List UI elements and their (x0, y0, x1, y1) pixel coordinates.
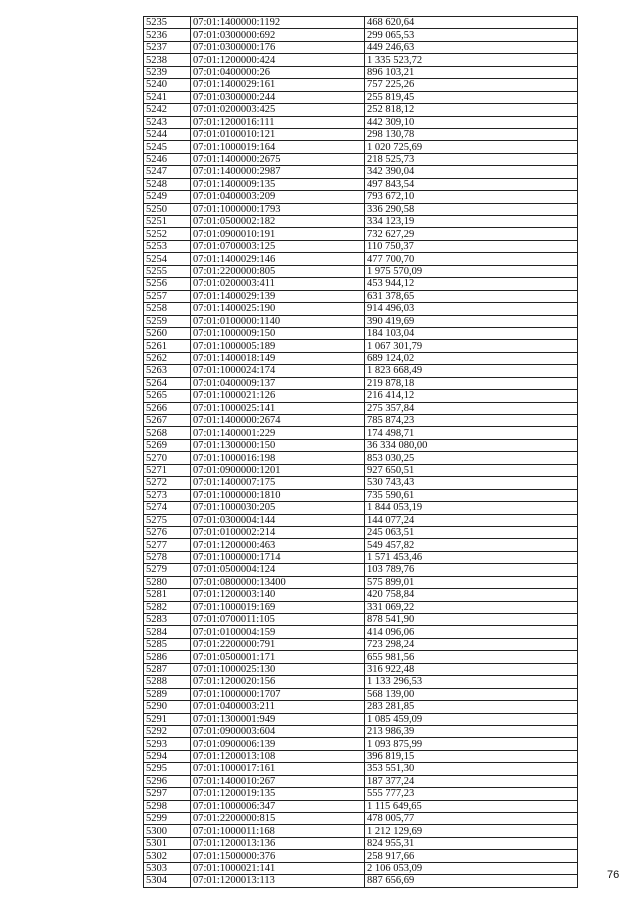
table-row (144, 526, 578, 538)
row-number-cell: 5295 (144, 763, 191, 775)
value-cell: 453 944,12 (365, 278, 578, 290)
row-number-cell: 5244 (144, 128, 191, 140)
row-number-cell: 5266 (144, 402, 191, 414)
value-cell: 336 290,58 (365, 203, 578, 215)
cadastral-number-cell: 07:01:1000019:164 (191, 141, 365, 153)
value-cell: 2 106 053,09 (365, 862, 578, 874)
cadastral-number-cell: 07:01:1200013:113 (191, 875, 365, 887)
value-cell: 144 077,24 (365, 514, 578, 526)
cadastral-number-cell: 07:01:0900000:1201 (191, 464, 365, 476)
row-number-cell: 5283 (144, 614, 191, 626)
row-number-cell: 5275 (144, 514, 191, 526)
row-number-cell: 5252 (144, 228, 191, 240)
value-cell: 1 844 053,19 (365, 502, 578, 514)
cadastral-number-cell: 07:01:1200000:463 (191, 539, 365, 551)
table-row (144, 614, 578, 626)
cadastral-number-cell: 07:01:1000021:141 (191, 862, 365, 874)
cadastral-number-cell: 07:01:1000011:168 (191, 825, 365, 837)
cadastral-number-cell: 07:01:1500000:376 (191, 850, 365, 862)
table-row (144, 54, 578, 66)
row-number-cell: 5293 (144, 738, 191, 750)
cadastral-number-cell: 07:01:0900010:191 (191, 228, 365, 240)
cadastral-number-cell: 07:01:1400025:190 (191, 303, 365, 315)
table-row (144, 862, 578, 874)
value-cell: 1 133 296,53 (365, 676, 578, 688)
value-cell: 1 975 570,09 (365, 265, 578, 277)
row-number-cell: 5268 (144, 427, 191, 439)
row-number-cell: 5248 (144, 178, 191, 190)
table-row (144, 551, 578, 563)
cadastral-number-cell: 07:01:1400000:2675 (191, 153, 365, 165)
cadastral-number-cell: 07:01:1400000:2674 (191, 415, 365, 427)
row-number-cell: 5239 (144, 66, 191, 78)
row-number-cell: 5286 (144, 651, 191, 663)
row-number-cell: 5257 (144, 290, 191, 302)
cadastral-number-cell: 07:01:2200000:815 (191, 813, 365, 825)
value-cell: 396 819,15 (365, 750, 578, 762)
row-number-cell: 5285 (144, 638, 191, 650)
table-row (144, 701, 578, 713)
table-row (144, 713, 578, 725)
cadastral-number-cell: 07:01:0500004:124 (191, 564, 365, 576)
table-row (144, 17, 578, 29)
value-cell: 575 899,01 (365, 576, 578, 588)
value-cell: 245 063,51 (365, 526, 578, 538)
value-cell: 757 225,26 (365, 79, 578, 91)
table-body (144, 17, 578, 888)
cadastral-number-cell: 07:01:0400009:137 (191, 377, 365, 389)
row-number-cell: 5289 (144, 688, 191, 700)
cadastral-number-cell: 07:01:1400010:267 (191, 775, 365, 787)
row-number-cell: 5261 (144, 340, 191, 352)
value-cell: 299 065,53 (365, 29, 578, 41)
table-row (144, 340, 578, 352)
cadastral-number-cell: 07:01:1400029:146 (191, 253, 365, 265)
value-cell: 334 123,19 (365, 216, 578, 228)
cadastral-number-cell: 07:01:1000000:1793 (191, 203, 365, 215)
value-cell: 298 130,78 (365, 128, 578, 140)
table-row (144, 415, 578, 427)
value-cell: 887 656,69 (365, 875, 578, 887)
value-cell: 914 496,03 (365, 303, 578, 315)
row-number-cell: 5296 (144, 775, 191, 787)
cadastral-number-cell: 07:01:1000025:130 (191, 663, 365, 675)
table-row (144, 514, 578, 526)
value-cell: 927 650,51 (365, 464, 578, 476)
table-row (144, 763, 578, 775)
cadastral-number-cell: 07:01:1000025:141 (191, 402, 365, 414)
cadastral-number-cell: 07:01:1200019:135 (191, 788, 365, 800)
table-row (144, 365, 578, 377)
value-cell: 218 525,73 (365, 153, 578, 165)
table-row (144, 626, 578, 638)
row-number-cell: 5240 (144, 79, 191, 91)
cadastral-number-cell: 07:01:1400009:135 (191, 178, 365, 190)
row-number-cell: 5290 (144, 701, 191, 713)
cadastral-number-cell: 07:01:0300000:692 (191, 29, 365, 41)
cadastral-number-cell: 07:01:0500002:182 (191, 216, 365, 228)
row-number-cell: 5291 (144, 713, 191, 725)
row-number-cell: 5263 (144, 365, 191, 377)
table-row (144, 539, 578, 551)
row-number-cell: 5269 (144, 439, 191, 451)
cadastral-number-cell: 07:01:1000000:1707 (191, 688, 365, 700)
value-cell: 1 093 875,99 (365, 738, 578, 750)
table-row (144, 651, 578, 663)
table-row (144, 141, 578, 153)
cadastral-number-cell: 07:01:1000000:1714 (191, 551, 365, 563)
table-row (144, 464, 578, 476)
value-cell: 732 627,29 (365, 228, 578, 240)
value-cell: 213 986,39 (365, 725, 578, 737)
cadastral-number-cell: 07:01:0300000:244 (191, 91, 365, 103)
cadastral-number-cell: 07:01:1000000:1810 (191, 489, 365, 501)
value-cell: 853 030,25 (365, 452, 578, 464)
table-row (144, 66, 578, 78)
table-row (144, 265, 578, 277)
row-number-cell: 5249 (144, 191, 191, 203)
table-row (144, 377, 578, 389)
row-number-cell: 5292 (144, 725, 191, 737)
value-cell: 283 281,85 (365, 701, 578, 713)
value-cell: 1 067 301,79 (365, 340, 578, 352)
table-row (144, 452, 578, 464)
row-number-cell: 5284 (144, 626, 191, 638)
row-number-cell: 5243 (144, 116, 191, 128)
table-row (144, 439, 578, 451)
table-row (144, 502, 578, 514)
table-row (144, 41, 578, 53)
row-number-cell: 5304 (144, 875, 191, 887)
value-cell: 353 551,30 (365, 763, 578, 775)
table-row (144, 315, 578, 327)
row-number-cell: 5280 (144, 576, 191, 588)
value-cell: 793 672,10 (365, 191, 578, 203)
table-row (144, 800, 578, 812)
row-number-cell: 5260 (144, 327, 191, 339)
table-row (144, 576, 578, 588)
cadastral-number-cell: 07:01:0700003:125 (191, 240, 365, 252)
value-cell: 723 298,24 (365, 638, 578, 650)
value-cell: 252 818,12 (365, 104, 578, 116)
value-cell: 1 823 668,49 (365, 365, 578, 377)
page-number: 76 (607, 869, 620, 881)
cadastral-number-cell: 07:01:1000005:189 (191, 340, 365, 352)
table-row (144, 477, 578, 489)
table-row (144, 178, 578, 190)
value-cell: 1 335 523,72 (365, 54, 578, 66)
cadastral-number-cell: 07:01:1200013:108 (191, 750, 365, 762)
value-cell: 631 378,65 (365, 290, 578, 302)
row-number-cell: 5273 (144, 489, 191, 501)
cadastral-number-cell: 07:01:1000006:347 (191, 800, 365, 812)
table-row (144, 290, 578, 302)
value-cell: 258 917,66 (365, 850, 578, 862)
value-cell: 497 843,54 (365, 178, 578, 190)
row-number-cell: 5276 (144, 526, 191, 538)
table-row (144, 128, 578, 140)
cadastral-number-cell: 07:01:0400000:26 (191, 66, 365, 78)
cadastral-number-cell: 07:01:1400007:175 (191, 477, 365, 489)
value-cell: 449 246,63 (365, 41, 578, 53)
cadastral-number-cell: 07:01:1400000:1192 (191, 17, 365, 29)
value-cell: 530 743,43 (365, 477, 578, 489)
table-row (144, 228, 578, 240)
table-row (144, 875, 578, 887)
row-number-cell: 5303 (144, 862, 191, 874)
row-number-cell: 5236 (144, 29, 191, 41)
row-number-cell: 5256 (144, 278, 191, 290)
cadastral-number-cell: 07:01:1200000:424 (191, 54, 365, 66)
value-cell: 275 357,84 (365, 402, 578, 414)
table-row (144, 638, 578, 650)
cadastral-number-cell: 07:01:0100002:214 (191, 526, 365, 538)
table-row (144, 837, 578, 849)
row-number-cell: 5259 (144, 315, 191, 327)
value-cell: 1 571 453,46 (365, 551, 578, 563)
table-row (144, 390, 578, 402)
cadastral-number-cell: 07:01:1200013:136 (191, 837, 365, 849)
table-row (144, 775, 578, 787)
value-cell: 110 750,37 (365, 240, 578, 252)
row-number-cell: 5241 (144, 91, 191, 103)
cadastral-number-cell: 07:01:0500001:171 (191, 651, 365, 663)
cadastral-number-cell: 07:01:2200000:805 (191, 265, 365, 277)
cadastral-number-cell: 07:01:0300004:144 (191, 514, 365, 526)
row-number-cell: 5255 (144, 265, 191, 277)
value-cell: 468 620,64 (365, 17, 578, 29)
value-cell: 420 758,84 (365, 589, 578, 601)
row-number-cell: 5302 (144, 850, 191, 862)
cadastral-number-cell: 07:01:1000030:205 (191, 502, 365, 514)
value-cell: 689 124,02 (365, 352, 578, 364)
value-cell: 1 212 129,69 (365, 825, 578, 837)
value-cell: 331 069,22 (365, 601, 578, 613)
cadastral-number-cell: 07:01:0100000:1140 (191, 315, 365, 327)
cadastral-number-cell: 07:01:1000009:150 (191, 327, 365, 339)
table-row (144, 352, 578, 364)
value-cell: 878 541,90 (365, 614, 578, 626)
table-row (144, 153, 578, 165)
data-table (143, 16, 578, 888)
cadastral-number-cell: 07:01:1300001:949 (191, 713, 365, 725)
value-cell: 478 005,77 (365, 813, 578, 825)
cadastral-number-cell: 07:01:1300000:150 (191, 439, 365, 451)
value-cell: 655 981,56 (365, 651, 578, 663)
value-cell: 342 390,04 (365, 166, 578, 178)
table-row (144, 191, 578, 203)
cadastral-number-cell: 07:01:1200003:140 (191, 589, 365, 601)
cadastral-number-cell: 07:01:0100010:121 (191, 128, 365, 140)
table-row (144, 850, 578, 862)
cadastral-number-cell: 07:01:2200000:791 (191, 638, 365, 650)
value-cell: 184 103,04 (365, 327, 578, 339)
cadastral-number-cell: 07:01:1000024:174 (191, 365, 365, 377)
table-row (144, 91, 578, 103)
row-number-cell: 5294 (144, 750, 191, 762)
value-cell: 549 457,82 (365, 539, 578, 551)
cadastral-number-cell: 07:01:1200020:156 (191, 676, 365, 688)
row-number-cell: 5258 (144, 303, 191, 315)
value-cell: 568 139,00 (365, 688, 578, 700)
cadastral-number-cell: 07:01:1000017:161 (191, 763, 365, 775)
row-number-cell: 5298 (144, 800, 191, 812)
table-row (144, 166, 578, 178)
row-number-cell: 5300 (144, 825, 191, 837)
cadastral-number-cell: 07:01:0800000:13400 (191, 576, 365, 588)
cadastral-number-cell: 07:01:1000019:169 (191, 601, 365, 613)
cadastral-number-cell: 07:01:0400003:211 (191, 701, 365, 713)
table-row (144, 116, 578, 128)
table-row (144, 725, 578, 737)
row-number-cell: 5282 (144, 601, 191, 613)
value-cell: 255 819,45 (365, 91, 578, 103)
table-row (144, 104, 578, 116)
value-cell: 896 103,21 (365, 66, 578, 78)
value-cell: 477 700,70 (365, 253, 578, 265)
table-row (144, 825, 578, 837)
value-cell: 36 334 080,00 (365, 439, 578, 451)
table-row (144, 253, 578, 265)
table-row (144, 278, 578, 290)
value-cell: 103 789,76 (365, 564, 578, 576)
table-row (144, 750, 578, 762)
row-number-cell: 5299 (144, 813, 191, 825)
table-row (144, 688, 578, 700)
value-cell: 1 085 459,09 (365, 713, 578, 725)
cadastral-number-cell: 07:01:0900003:604 (191, 725, 365, 737)
cadastral-number-cell: 07:01:1000021:126 (191, 390, 365, 402)
value-cell: 1 020 725,69 (365, 141, 578, 153)
row-number-cell: 5237 (144, 41, 191, 53)
table-row (144, 427, 578, 439)
row-number-cell: 5245 (144, 141, 191, 153)
cadastral-number-cell: 07:01:0200003:411 (191, 278, 365, 290)
cadastral-number-cell: 07:01:0300000:176 (191, 41, 365, 53)
table-row (144, 402, 578, 414)
row-number-cell: 5250 (144, 203, 191, 215)
value-cell: 824 955,31 (365, 837, 578, 849)
value-cell: 187 377,24 (365, 775, 578, 787)
table-row (144, 303, 578, 315)
row-number-cell: 5277 (144, 539, 191, 551)
table-row (144, 589, 578, 601)
row-number-cell: 5301 (144, 837, 191, 849)
value-cell: 735 590,61 (365, 489, 578, 501)
table-row (144, 203, 578, 215)
cadastral-number-cell: 07:01:1400001:229 (191, 427, 365, 439)
value-cell: 216 414,12 (365, 390, 578, 402)
table-row (144, 327, 578, 339)
row-number-cell: 5262 (144, 352, 191, 364)
row-number-cell: 5297 (144, 788, 191, 800)
row-number-cell: 5279 (144, 564, 191, 576)
row-number-cell: 5247 (144, 166, 191, 178)
value-cell: 219 878,18 (365, 377, 578, 389)
cadastral-number-cell: 07:01:1400029:161 (191, 79, 365, 91)
row-number-cell: 5264 (144, 377, 191, 389)
row-number-cell: 5278 (144, 551, 191, 563)
row-number-cell: 5274 (144, 502, 191, 514)
row-number-cell: 5281 (144, 589, 191, 601)
table-row (144, 240, 578, 252)
table-row (144, 79, 578, 91)
value-cell: 390 419,69 (365, 315, 578, 327)
table-row (144, 676, 578, 688)
row-number-cell: 5288 (144, 676, 191, 688)
table-row (144, 564, 578, 576)
row-number-cell: 5235 (144, 17, 191, 29)
cadastral-number-cell: 07:01:0200003:425 (191, 104, 365, 116)
row-number-cell: 5287 (144, 663, 191, 675)
value-cell: 414 096,06 (365, 626, 578, 638)
cadastral-number-cell: 07:01:0100004:159 (191, 626, 365, 638)
row-number-cell: 5238 (144, 54, 191, 66)
value-cell: 1 115 649,65 (365, 800, 578, 812)
table-row (144, 788, 578, 800)
cadastral-number-cell: 07:01:1400000:2987 (191, 166, 365, 178)
row-number-cell: 5267 (144, 415, 191, 427)
cadastral-number-cell: 07:01:1200016:111 (191, 116, 365, 128)
cadastral-number-cell: 07:01:1000016:198 (191, 452, 365, 464)
value-cell: 785 874,23 (365, 415, 578, 427)
value-cell: 174 498,71 (365, 427, 578, 439)
cadastral-number-cell: 07:01:1400018:149 (191, 352, 365, 364)
table-row (144, 489, 578, 501)
cadastral-number-cell: 07:01:0400003:209 (191, 191, 365, 203)
row-number-cell: 5270 (144, 452, 191, 464)
row-number-cell: 5272 (144, 477, 191, 489)
row-number-cell: 5251 (144, 216, 191, 228)
row-number-cell: 5253 (144, 240, 191, 252)
table-row (144, 738, 578, 750)
table-row (144, 663, 578, 675)
value-cell: 442 309,10 (365, 116, 578, 128)
row-number-cell: 5246 (144, 153, 191, 165)
row-number-cell: 5271 (144, 464, 191, 476)
row-number-cell: 5242 (144, 104, 191, 116)
table-row (144, 813, 578, 825)
cadastral-number-cell: 07:01:0900006:139 (191, 738, 365, 750)
value-cell: 555 777,23 (365, 788, 578, 800)
table-row (144, 29, 578, 41)
table-row (144, 601, 578, 613)
cadastral-number-cell: 07:01:1400029:139 (191, 290, 365, 302)
table-row (144, 216, 578, 228)
row-number-cell: 5254 (144, 253, 191, 265)
row-number-cell: 5265 (144, 390, 191, 402)
cadastral-number-cell: 07:01:0700011:105 (191, 614, 365, 626)
value-cell: 316 922,48 (365, 663, 578, 675)
